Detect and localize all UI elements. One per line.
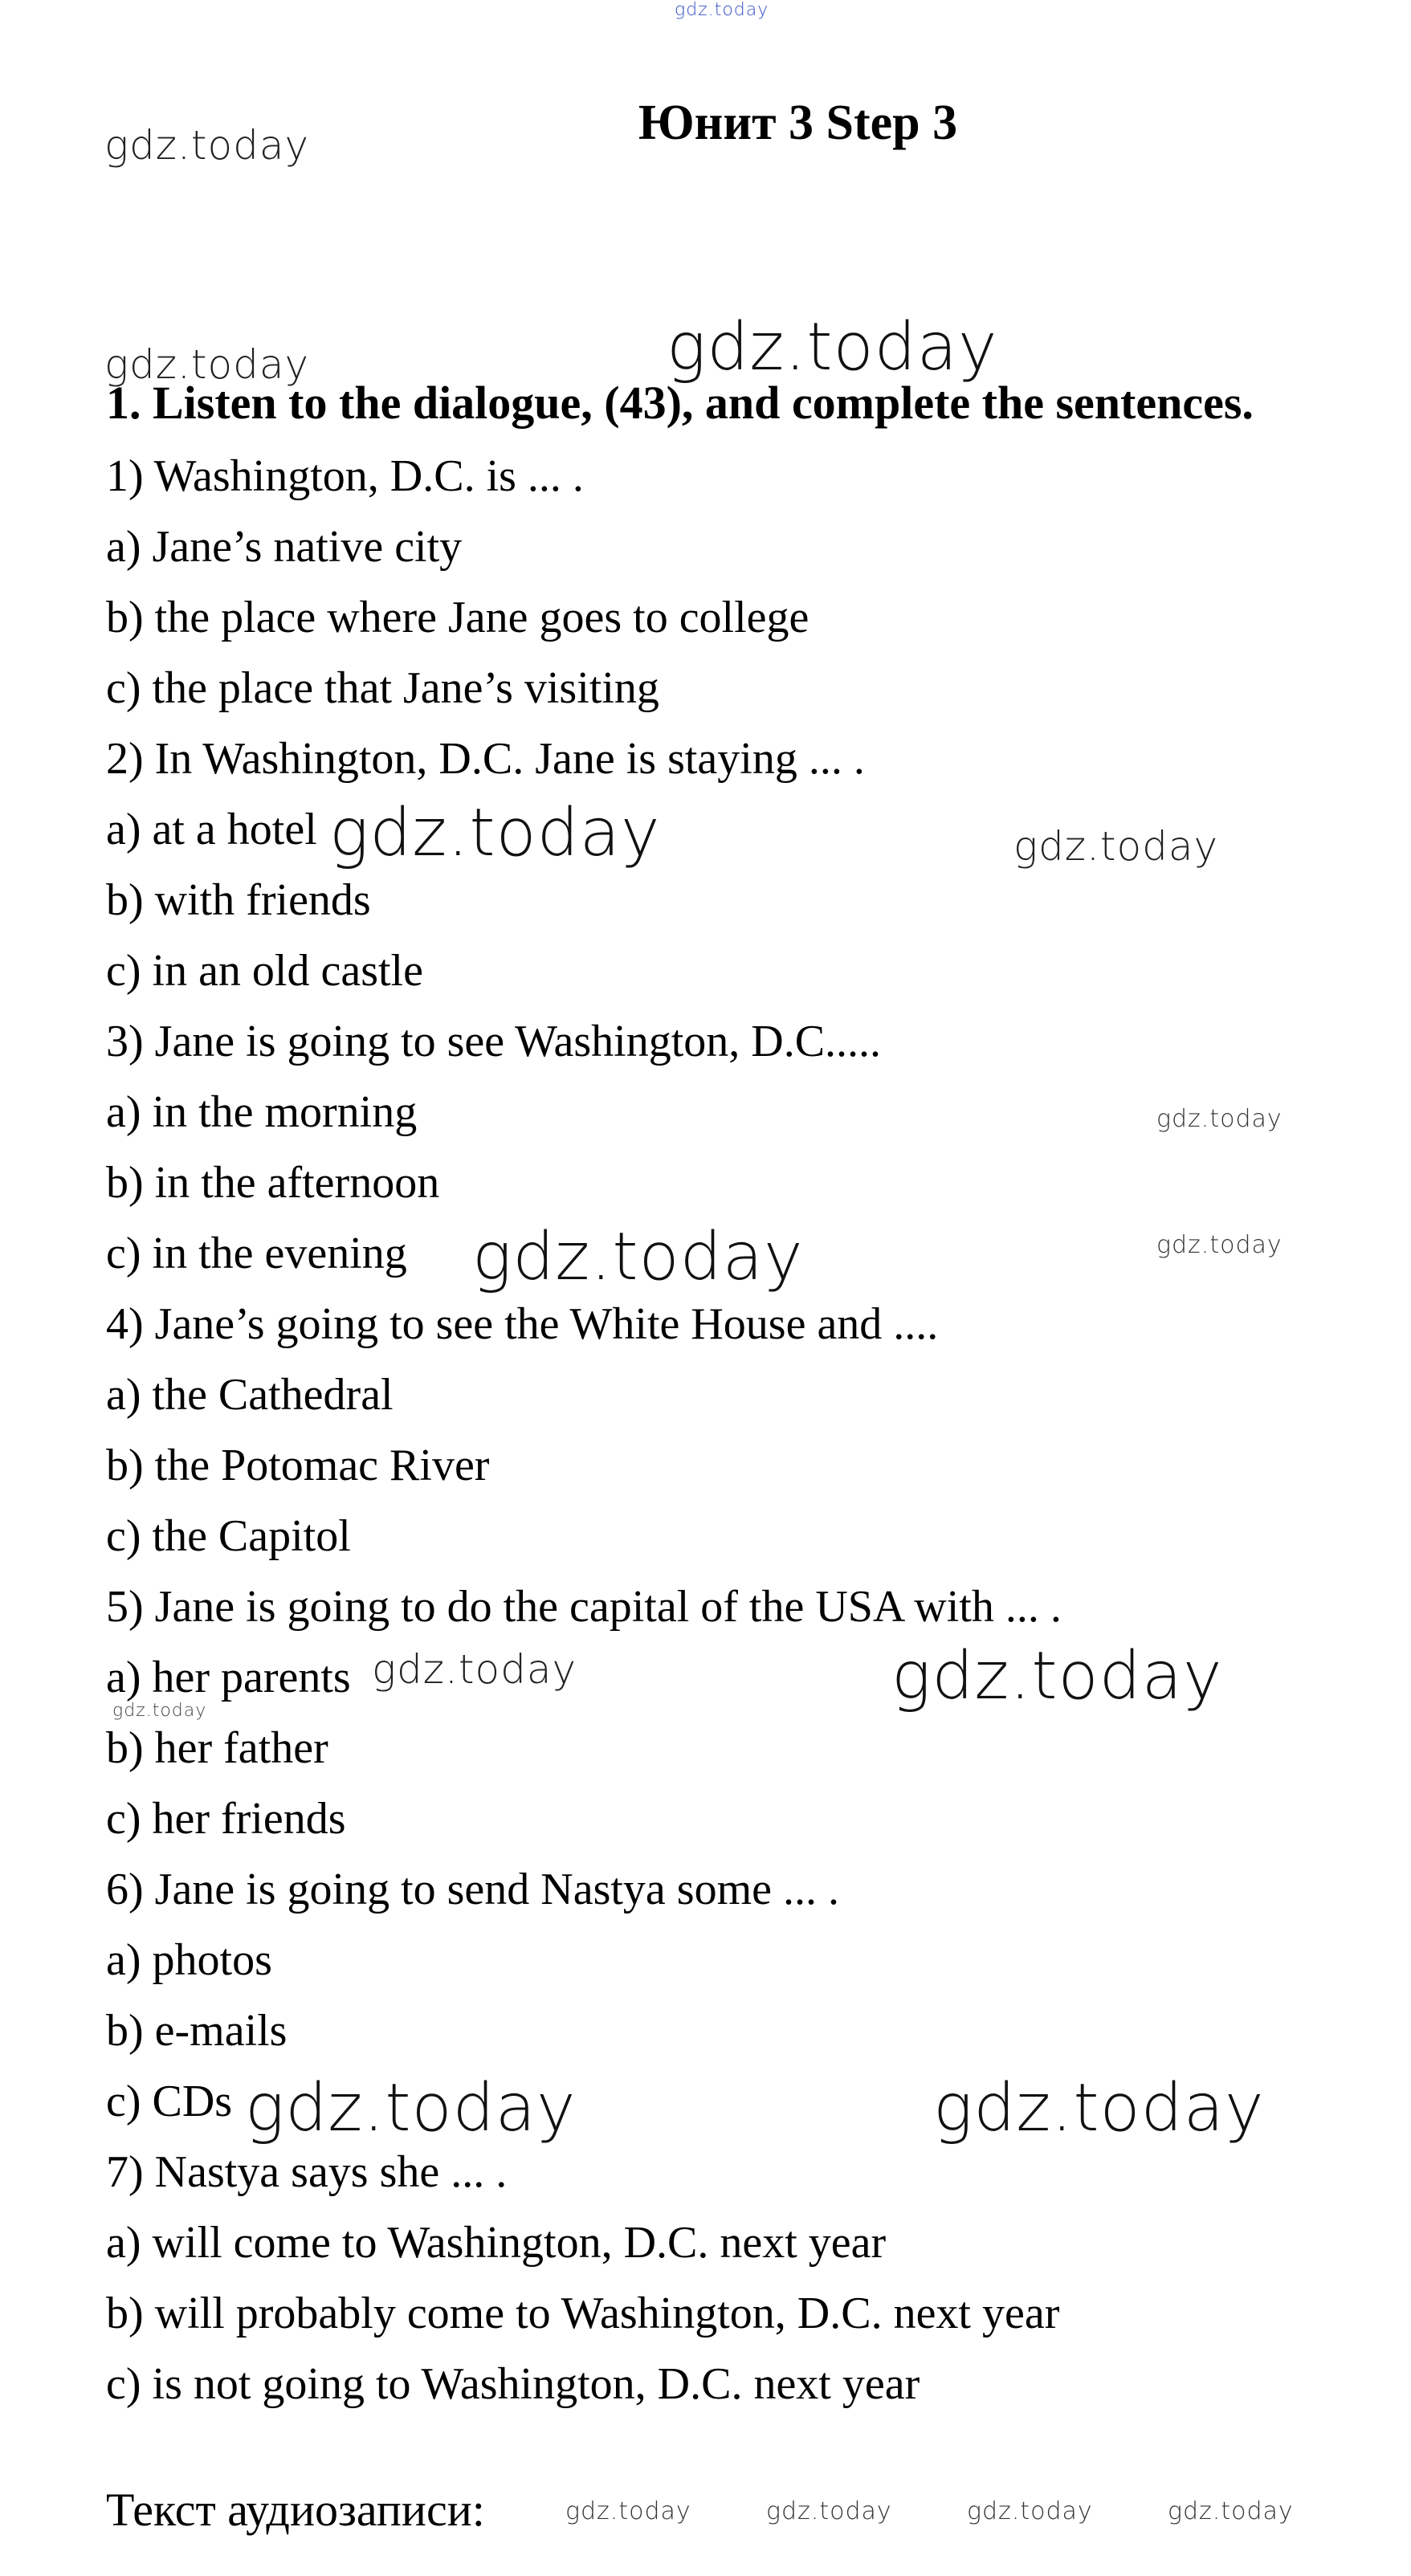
option-line: c) in an old castle bbox=[106, 946, 423, 996]
option-line: c) the Capitol bbox=[106, 1511, 351, 1561]
question-line: 1) Washington, D.C. is ... . bbox=[106, 451, 584, 501]
option-line: a) at a hotel bbox=[106, 805, 317, 854]
option-line: a) Jane’s native city bbox=[106, 522, 463, 572]
watermark: gdz.today bbox=[112, 1701, 207, 1721]
watermark: gdz.today bbox=[472, 1219, 804, 1295]
option-line: c) her friends bbox=[106, 1794, 346, 1844]
watermark: gdz.today bbox=[245, 2070, 577, 2146]
option-line: a) her parents bbox=[106, 1653, 351, 1702]
watermark: gdz.today bbox=[1168, 2497, 1294, 2525]
option-line: b) her father bbox=[106, 1723, 328, 1773]
option-line: a) the Cathedral bbox=[106, 1370, 394, 1420]
option-line: b) the Potomac River bbox=[106, 1441, 490, 1490]
watermark: gdz.today bbox=[329, 795, 661, 871]
page-title: Юнит 3 Step 3 bbox=[638, 96, 958, 150]
option-line: b) will probably come to Washington, D.C. next year bbox=[106, 2289, 1060, 2338]
option-line: b) the place where Jane goes to college bbox=[106, 593, 809, 642]
watermark: gdz.today bbox=[1156, 1105, 1283, 1133]
question-line: 4) Jane’s going to see the White House and .... bbox=[106, 1299, 939, 1349]
watermark: gdz.today bbox=[766, 2497, 892, 2525]
watermark: gdz.today bbox=[891, 1638, 1223, 1714]
watermark: gdz.today bbox=[104, 122, 310, 169]
watermark: gdz.today bbox=[1013, 823, 1219, 870]
watermark: gdz.today bbox=[1156, 1231, 1283, 1259]
question-line: 2) In Washington, D.C. Jane is staying ... . bbox=[106, 734, 865, 784]
option-line: a) in the morning bbox=[106, 1087, 418, 1137]
option-line: c) the place that Jane’s visiting bbox=[106, 663, 659, 713]
option-line: a) photos bbox=[106, 1935, 272, 1985]
watermark: gdz.today bbox=[104, 341, 310, 388]
option-line: b) with friends bbox=[106, 875, 371, 925]
question-line: 7) Nastya says she ... . bbox=[106, 2147, 508, 2197]
watermark: gdz.today bbox=[967, 2497, 1093, 2525]
option-line: b) in the afternoon bbox=[106, 1158, 440, 1208]
question-line: 6) Jane is going to send Nastya some ... . bbox=[106, 1865, 839, 1914]
watermark: gdz.today bbox=[565, 2497, 691, 2525]
question-line: 5) Jane is going to do the capital of the USA with ... . bbox=[106, 1582, 1062, 1632]
option-line: c) is not going to Washington, D.C. next year bbox=[106, 2359, 920, 2409]
option-line: c) CDs bbox=[106, 2077, 233, 2126]
watermark-top: gdz.today bbox=[675, 0, 769, 20]
question-line: 3) Jane is going to see Washington, D.C..... bbox=[106, 1017, 882, 1066]
option-line: b) e-mails bbox=[106, 2006, 288, 2056]
task-heading: 1. Listen to the dialogue, (43), and complete the sentences. bbox=[106, 377, 1254, 429]
option-line: a) will come to Washington, D.C. next year bbox=[106, 2218, 887, 2268]
option-line: c) in the evening bbox=[106, 1229, 407, 1278]
watermark: gdz.today bbox=[667, 309, 998, 385]
watermark: gdz.today bbox=[933, 2070, 1265, 2146]
audio-transcript-label: Текст аудиозаписи: bbox=[106, 2484, 485, 2536]
watermark: gdz.today bbox=[372, 1646, 577, 1693]
